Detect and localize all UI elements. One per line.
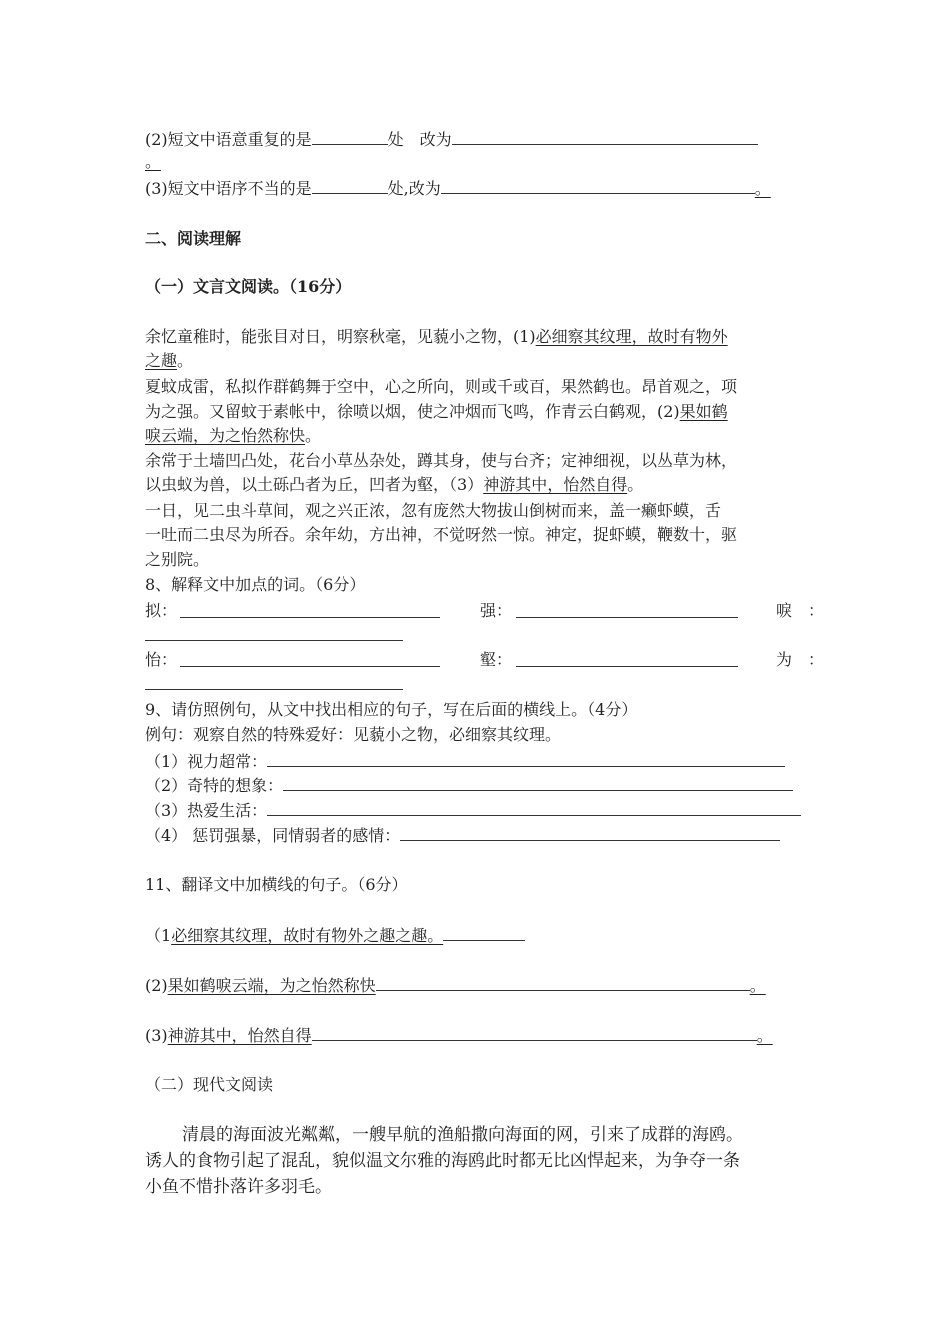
- answer-blank[interactable]: [441, 177, 755, 194]
- question-11-title: 11、翻译文中加横线的句子。（6分）: [145, 875, 408, 894]
- passage-text: 。: [627, 475, 644, 494]
- passage-line: 之别院。: [145, 550, 210, 569]
- answer-blank[interactable]: [283, 774, 793, 791]
- item-label: （3）热爱生活：: [145, 801, 268, 820]
- passage-line: 一吐而二虫尽为所吞。余年幼，方出神，不觉呀然一惊。神定，捉虾蟆，鞭数十，驱: [145, 525, 738, 544]
- passage-line: 一日，见二虫斗草间，观之兴正浓，忽有庞然大物拔山倒树而来，盖一癞虾蟆，舌: [145, 501, 722, 520]
- item-label: (2): [145, 976, 168, 995]
- word-label: 强：: [480, 601, 513, 620]
- item-label: （4） 惩罚强暴，同情弱者的感情：: [145, 826, 401, 845]
- answer-blank[interactable]: [312, 177, 388, 194]
- question-9-example: 例句：观察自然的特殊爱好：见藐小之物，必细察其纹理。: [145, 725, 562, 744]
- underlined-sentence: 之趣: [145, 351, 178, 370]
- underlined-sentence: 神游其中，怡然自得: [483, 475, 628, 494]
- passage-text: 。: [305, 426, 322, 445]
- item-label: (3): [145, 1026, 168, 1045]
- passage-line: 夏蚊成雷，私拟作群鹤舞于空中，心之所向，则或千或百，果然鹤也。昂首观之，项: [145, 377, 738, 396]
- answer-blank[interactable]: [452, 128, 758, 145]
- item-label: （1）视力超常：: [145, 752, 268, 771]
- passage-text: 余忆童稚时，能张目对日，明察秋毫，见藐小之物，(1): [145, 327, 536, 346]
- question-2-mid: 处 改为: [387, 130, 452, 149]
- answer-blank[interactable]: [400, 824, 780, 841]
- answer-blank[interactable]: [516, 601, 738, 618]
- underlined-sentence: 果如鹤唳云端，为之怡然称快: [167, 976, 376, 995]
- passage-line: [145, 474, 643, 496]
- answer-blank[interactable]: [443, 924, 525, 941]
- answer-blank[interactable]: [180, 601, 440, 618]
- question-3-end: 。: [754, 179, 771, 198]
- question-3: [145, 177, 771, 200]
- word-label: 壑：: [480, 650, 513, 669]
- section-title: 二、阅读理解: [145, 229, 242, 248]
- underlined-sentence: 神游其中，怡然自得: [167, 1026, 312, 1045]
- answer-blank[interactable]: [180, 650, 440, 667]
- question-9-item: [145, 799, 801, 822]
- answer-blank[interactable]: [267, 799, 801, 816]
- passage-text: 。: [177, 351, 194, 370]
- translation-item: [145, 924, 525, 947]
- question-3-prefix: (3)短文中语序不当的是: [145, 179, 312, 198]
- question-2: [145, 128, 758, 151]
- question-3-mid: 处,改为: [387, 179, 441, 198]
- passage-line: [145, 425, 321, 447]
- item-label: （1: [145, 926, 172, 945]
- word-label: 为 ：: [776, 650, 825, 669]
- passage-line: [145, 350, 193, 372]
- question-9-title: 9、请仿照例句，从文中找出相应的句子，写在后面的横线上。（4分）: [145, 700, 638, 719]
- translation-item: [145, 974, 766, 997]
- underlined-sentence: 必细察其纹理，故时有物外之趣之趣。: [171, 926, 444, 945]
- underlined-sentence: 果如鹤: [679, 402, 728, 421]
- question-2-continuation: 。: [145, 152, 162, 171]
- passage-text: 为之强。又留蚊于素帐中，徐喷以烟，使之冲烟而飞鸣，作青云白鹤观，(2): [145, 402, 680, 421]
- word-label: 拟：: [145, 601, 178, 620]
- answer-blank[interactable]: [145, 673, 403, 690]
- translation-item: [145, 1024, 773, 1047]
- answer-blank[interactable]: [267, 750, 785, 767]
- question-9-item: [145, 750, 785, 773]
- passage-line: 清晨的海面波光粼粼，一艘早航的渔船撒向海面的网，引来了成群的海鸥。: [182, 1125, 743, 1145]
- question-9-item: [145, 824, 780, 847]
- passage-line: 诱人的食物引起了混乱，貌似温文尔雅的海鸥此时都无比凶悍起来，为争夺一条: [145, 1151, 740, 1171]
- answer-blank[interactable]: [312, 128, 388, 145]
- passage-line: 小鱼不惜扑落许多羽毛。: [145, 1177, 332, 1197]
- passage-text: 。: [749, 976, 766, 995]
- word-label: 怡：: [145, 650, 178, 669]
- question-9-item: [145, 774, 793, 797]
- passage-line: 余常于土墙凹凸处，花台小草丛杂处，蹲其身，使与台齐；定神细视，以丛草为林，: [145, 451, 738, 470]
- word-label: 唳 ：: [776, 601, 825, 620]
- passage-line: [145, 401, 728, 423]
- item-label: （2）奇特的想象：: [145, 776, 284, 795]
- part-title: （一）文言文阅读。（16分）: [145, 277, 352, 296]
- question-2-prefix: (2)短文中语意重复的是: [145, 130, 312, 149]
- passage-text: 以虫蚁为兽，以土砾凸者为丘，凹者为壑，（3）: [145, 475, 484, 494]
- answer-blank[interactable]: [312, 1024, 757, 1041]
- passage-text: 。: [756, 1026, 773, 1045]
- answer-blank[interactable]: [376, 974, 750, 991]
- answer-blank[interactable]: [145, 624, 403, 641]
- part-title: （二）现代文阅读: [145, 1075, 274, 1094]
- answer-blank[interactable]: [516, 650, 738, 667]
- question-8-title: 8、解释文中加点的词。（6分）: [145, 575, 366, 594]
- underlined-sentence: 唳云端，为之怡然称快: [145, 426, 306, 445]
- passage-line: [145, 326, 728, 348]
- underlined-sentence: 必细察其纹理，故时有物外: [535, 327, 728, 346]
